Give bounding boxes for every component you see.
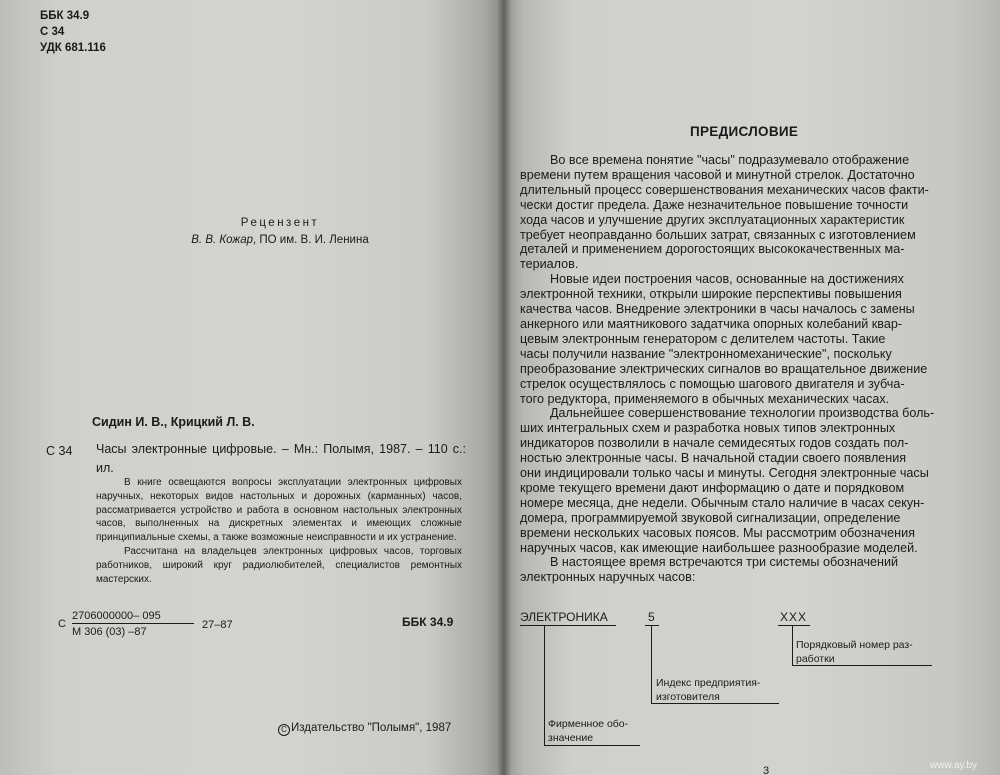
reviewer-name: В. В. Кожар [191, 234, 254, 246]
copyright-text: Издательство "Полымя", 1987 [291, 722, 452, 734]
preface-body [520, 153, 980, 585]
scheme-underline [778, 625, 810, 626]
preface-line: хода часов и улучшение других эксплуатационных характеристик [520, 212, 905, 227]
leader-line [544, 625, 545, 745]
preface-line: кроме текущего времени дают информацию о дате и порядковом [520, 480, 905, 495]
udk-code: УДК 681.116 [40, 42, 106, 54]
preface-line: времени путем вращения часовой и минутной стрелок. Достаточно [520, 167, 915, 182]
scheme-label-line: Порядковый номер раз- [796, 639, 913, 651]
preface-line: чески достиг предела. Даже незначительное повышение точности [520, 197, 909, 212]
annotation-paragraph: В книге освещаются вопросы эксплуатации электронных цифровых наручных, некоторых видов настольных и дорожных (карманных) часов, рассматривается устройство и работа в основном настольных электронных часов, выполненных на дискретных элементах и имеющих сложные принципиальные схемы, а также возможные неисправности и их устранение. [96, 477, 462, 544]
preface-line: они индицировали только часы и минуты. Сегодня электронные часы [520, 466, 929, 481]
scheme-part-serial: ХХХ [780, 610, 808, 624]
preface-line: номере месяца, дне недели. Обычным стало наличие в часах секун- [520, 495, 925, 510]
preface-line: Дальнейшее совершенствование технологии производства боль- [550, 406, 935, 421]
class-code: С 34 [46, 444, 73, 458]
book-gutter [497, 0, 511, 775]
preface-paragraph [520, 555, 980, 585]
annotation-paragraph: Рассчитана на владельцев электронных цифровых часов, торговых работников, широкий круг радиолюбителей, специалистов ремонтных мастерских. [96, 545, 462, 585]
designation-scheme [520, 607, 990, 767]
reviewer-block [150, 215, 410, 249]
index-year: 27–87 [202, 619, 233, 631]
preface-line: наручных часов, как имеющие наибольшее разнообразие моделей. [520, 540, 918, 555]
index-fraction [72, 610, 194, 638]
copyright-line [278, 722, 451, 736]
preface-line: Во все времена понятие "часы" подразумевало отображение [550, 153, 910, 167]
author-sign: С 34 [40, 26, 65, 38]
bibliographic-description: Часы электронные цифровые. – Мн.: Полымя, 1987. – 110 с.: ил. [96, 442, 466, 475]
leader-line [792, 625, 793, 665]
leader-line [651, 625, 652, 703]
page-heading: ПРЕДИСЛОВИЕ [690, 124, 799, 139]
reviewer-affiliation: , ПО им. В. И. Ленина [253, 234, 369, 246]
index-denominator: М 306 (03) –87 [72, 626, 147, 638]
preface-line: В настоящее время встречаются три системы обозначений [550, 555, 899, 570]
index-letter: С [58, 618, 66, 630]
index-numerator: 2706000000– 095 [72, 610, 194, 624]
preface-line: Новые идеи построения часов, основанные на достижениях [550, 272, 904, 287]
page-number: 3 [763, 765, 770, 775]
preface-line: ностью электронные часы. В начальной стадии своего появления [520, 451, 907, 466]
preface-line: индикаторов позволили в начале семидесятых годов создать пол- [520, 436, 909, 451]
preface-line: стрелок осуществлялось с помощью шагового двигателя и зубча- [520, 376, 905, 391]
annotation [96, 476, 462, 586]
scheme-label-line: Фирменное обо- [548, 718, 629, 730]
preface-line: деталей и применением дорогостоящих высококачественных ма- [520, 242, 905, 257]
scheme-underline [645, 625, 659, 626]
scheme-underline [520, 625, 616, 626]
preface-line: электронных наручных часов: [520, 570, 696, 585]
preface-line: цевым электронным генератором с делителем частоты. Такие [520, 331, 886, 346]
authors: Сидин И. В., Крицкий Л. В. [92, 415, 255, 429]
classification-codes [40, 8, 106, 56]
bbk-code-bottom: ББК 34.9 [402, 615, 454, 629]
scheme-label-factory [656, 676, 760, 704]
bbk-code: ББК 34.9 [40, 10, 90, 22]
scheme-label-line: работки [796, 653, 835, 665]
preface-paragraph [520, 153, 980, 272]
leader-line [544, 745, 640, 746]
scheme-part-brand: ЭЛЕКТРОНИКА [520, 610, 608, 624]
preface-line: того редуктора, применяемого в обычных механических часах. [520, 391, 890, 406]
preface-line: длительный процесс совершенствования механических часов факти- [520, 182, 929, 197]
scheme-label-brand [548, 717, 628, 745]
scheme-label-serial [796, 638, 913, 666]
preface-line: анкерного или маятникового задатчика опорных колебаний квар- [520, 316, 903, 331]
preface-line: ших интегральных схем и разработка новых типов электронных [520, 421, 896, 436]
preface-line: требует неоправданно больших затрат, связанных с изготовлением [520, 227, 916, 242]
reviewer-line [150, 232, 410, 249]
scheme-label-line: изготовителя [656, 691, 720, 703]
scheme-label-line: значение [548, 732, 594, 744]
preface-line: преобразование электрических сигналов во вращательное движение [520, 361, 928, 376]
copyright-icon: C [278, 724, 290, 736]
preface-paragraph [520, 272, 980, 406]
scheme-part-factory: 5 [648, 610, 655, 624]
preface-paragraph [520, 406, 980, 555]
preface-line: домера, программируемой звуковой сигнализации, определение [520, 510, 901, 525]
watermark: www.ay.by [930, 760, 978, 771]
preface-line: электронной техники, открыли широкие перспективы повышения [520, 287, 902, 302]
preface-line: качества часов. Внедрение электроники в часы началось с замены [520, 302, 915, 317]
scheme-label-line: Индекс предприятия- [656, 677, 761, 689]
preface-line: часы получили название "электронномеханические", поскольку [520, 346, 892, 361]
preface-line: времени нескольких часовых поясов. Мы рассмотрим обозначения [520, 525, 915, 540]
preface-line: териалов. [520, 257, 579, 272]
reviewer-label: Рецензент [240, 217, 320, 229]
